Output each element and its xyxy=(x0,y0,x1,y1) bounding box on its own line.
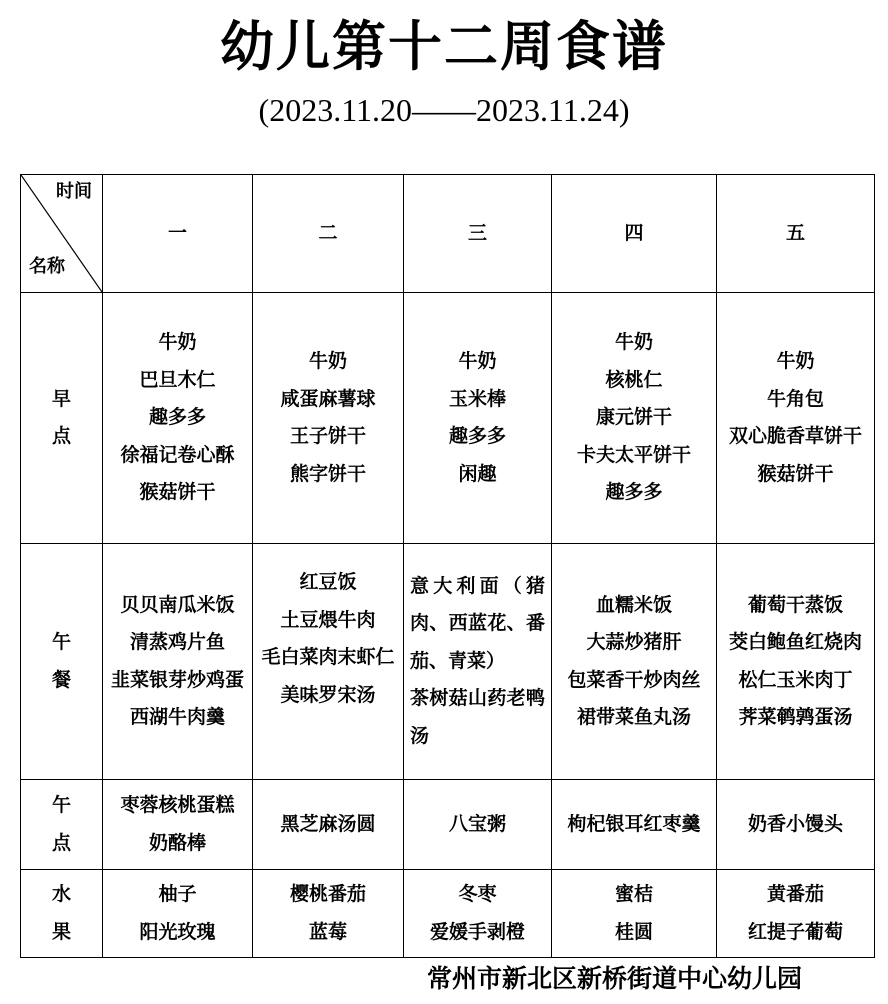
row-label-char: 午 xyxy=(51,631,71,653)
dish: 西湖牛肉羹 xyxy=(129,706,225,728)
day-header-tue: 二 xyxy=(253,175,404,293)
dish: 爱媛手剥橙 xyxy=(429,920,525,943)
lunch-row xyxy=(21,544,875,780)
dish: 美味罗宋汤 xyxy=(280,683,376,706)
dish: 大蒜炒猪肝 xyxy=(586,631,682,653)
dish: 血糯米饭 xyxy=(595,593,672,616)
row-label-char: 餐 xyxy=(51,668,71,691)
dish: 牛奶 xyxy=(158,331,197,354)
menu-cell xyxy=(404,780,552,870)
dish: 咸蛋麻薯球 xyxy=(280,387,376,410)
row-label-lunch xyxy=(21,544,103,780)
menu-cell xyxy=(404,870,552,958)
dish: 牛奶 xyxy=(614,331,653,354)
menu-cell xyxy=(103,870,253,958)
dish: 王子饼干 xyxy=(289,425,366,447)
dish: 枣蓉核桃蛋糕 xyxy=(120,794,235,816)
menu-cell xyxy=(552,780,717,870)
menu-cell xyxy=(717,780,875,870)
menu-cell xyxy=(253,780,404,870)
dish: 松仁玉米肉丁 xyxy=(738,668,853,691)
dish: 核桃仁 xyxy=(605,368,663,391)
menu-cell xyxy=(552,544,717,780)
menu-cell xyxy=(717,544,875,780)
menu-cell xyxy=(253,544,404,780)
dish: 包菜香干炒肉丝 xyxy=(567,668,701,691)
dish: 趣多多 xyxy=(605,481,663,504)
dish: 牛奶 xyxy=(458,350,497,372)
dish: 茶树菇山药老鸭汤 xyxy=(410,687,545,747)
dish: 双心脆香草饼干 xyxy=(728,425,862,447)
dish: 毛白菜肉末虾仁 xyxy=(261,646,395,668)
dish: 趣多多 xyxy=(148,406,206,429)
dish: 奶酪棒 xyxy=(148,831,206,854)
dish: 熊字饼干 xyxy=(289,462,366,485)
row-label-char: 点 xyxy=(51,425,71,447)
dish: 黑芝麻汤圆 xyxy=(280,812,376,835)
dish: 柚子 xyxy=(158,883,197,905)
menu-cell xyxy=(717,293,875,544)
dish: 卡夫太平饼干 xyxy=(576,443,691,466)
dish: 巴旦木仁 xyxy=(139,368,216,391)
header-row xyxy=(21,175,875,293)
row-label-char: 点 xyxy=(51,831,71,854)
dish: 贝贝南瓜米饭 xyxy=(120,593,235,616)
dish: 牛角包 xyxy=(766,387,824,410)
dish: 趣多多 xyxy=(448,425,506,447)
row-label-char: 果 xyxy=(51,920,71,943)
dish: 蜜桔 xyxy=(614,883,653,905)
dish: 玉米棒 xyxy=(448,387,506,410)
menu-cell xyxy=(253,293,404,544)
dish: 荠菜鹌鹑蛋汤 xyxy=(738,706,853,728)
dish: 枸杞银耳红枣羹 xyxy=(567,812,701,835)
menu-cell xyxy=(103,293,253,544)
snack-row xyxy=(21,780,875,870)
menu-cell xyxy=(253,870,404,958)
dish: 奶香小馒头 xyxy=(747,812,843,835)
menu-cell xyxy=(404,544,552,780)
fruit-row xyxy=(21,870,875,958)
dish: 清蒸鸡片鱼 xyxy=(129,631,225,653)
menu-table xyxy=(20,174,875,958)
menu-cell xyxy=(404,293,552,544)
dish: 茭白鲍鱼红烧肉 xyxy=(728,631,862,653)
dish: 红提子葡萄 xyxy=(747,920,843,943)
day-header-wed: 三 xyxy=(404,175,552,293)
dish: 徐福记卷心酥 xyxy=(120,443,235,466)
menu-cell xyxy=(552,293,717,544)
kindergarten-name: 常州市新北区新桥街道中心幼儿园 xyxy=(426,964,802,993)
row-label-snack xyxy=(21,780,103,870)
breakfast-row xyxy=(21,293,875,544)
row-label-fruit xyxy=(21,870,103,958)
dish: 康元饼干 xyxy=(595,406,672,429)
dish: 意大利面（猪肉、西蓝花、番茄、青菜） xyxy=(410,574,545,672)
dish: 猴菇饼干 xyxy=(139,481,216,504)
dish: 樱桃番茄 xyxy=(289,883,366,905)
dish: 韭菜银芽炒鸡蛋 xyxy=(110,668,244,691)
dish: 裙带菜鱼丸汤 xyxy=(576,706,691,728)
dish: 牛奶 xyxy=(776,350,815,372)
dish: 蓝莓 xyxy=(308,920,347,943)
dish: 牛奶 xyxy=(308,350,347,372)
dish: 阳光玫瑰 xyxy=(139,920,216,943)
row-label-char: 早 xyxy=(51,387,71,410)
dish: 桂圆 xyxy=(614,920,653,943)
dish: 葡萄干蒸饭 xyxy=(747,593,843,616)
dish: 黄番茄 xyxy=(766,883,824,905)
dish: 猴菇饼干 xyxy=(757,462,834,485)
dish: 红豆饭 xyxy=(299,571,357,593)
menu-cell xyxy=(552,870,717,958)
day-header-mon: 一 xyxy=(103,175,253,293)
menu-cell xyxy=(717,870,875,958)
page-title: 幼儿第十二周食谱 xyxy=(220,14,668,78)
corner-time-label: 时间 xyxy=(56,181,92,202)
menu-cell xyxy=(103,544,253,780)
corner-name-label: 名称 xyxy=(29,256,65,277)
menu-cell xyxy=(103,780,253,870)
dish: 闲趣 xyxy=(458,462,497,485)
dish: 土豆煨牛肉 xyxy=(280,608,376,631)
dish: 冬枣 xyxy=(458,883,497,905)
day-header-thu: 四 xyxy=(552,175,717,293)
day-header-fri: 五 xyxy=(717,175,875,293)
row-label-breakfast xyxy=(21,293,103,544)
date-range: (2023.11.20——2023.11.24) xyxy=(258,92,630,128)
dish: 八宝粥 xyxy=(448,812,506,835)
row-label-char: 水 xyxy=(51,883,71,905)
row-label-char: 午 xyxy=(51,794,71,816)
corner-cell xyxy=(21,175,103,293)
